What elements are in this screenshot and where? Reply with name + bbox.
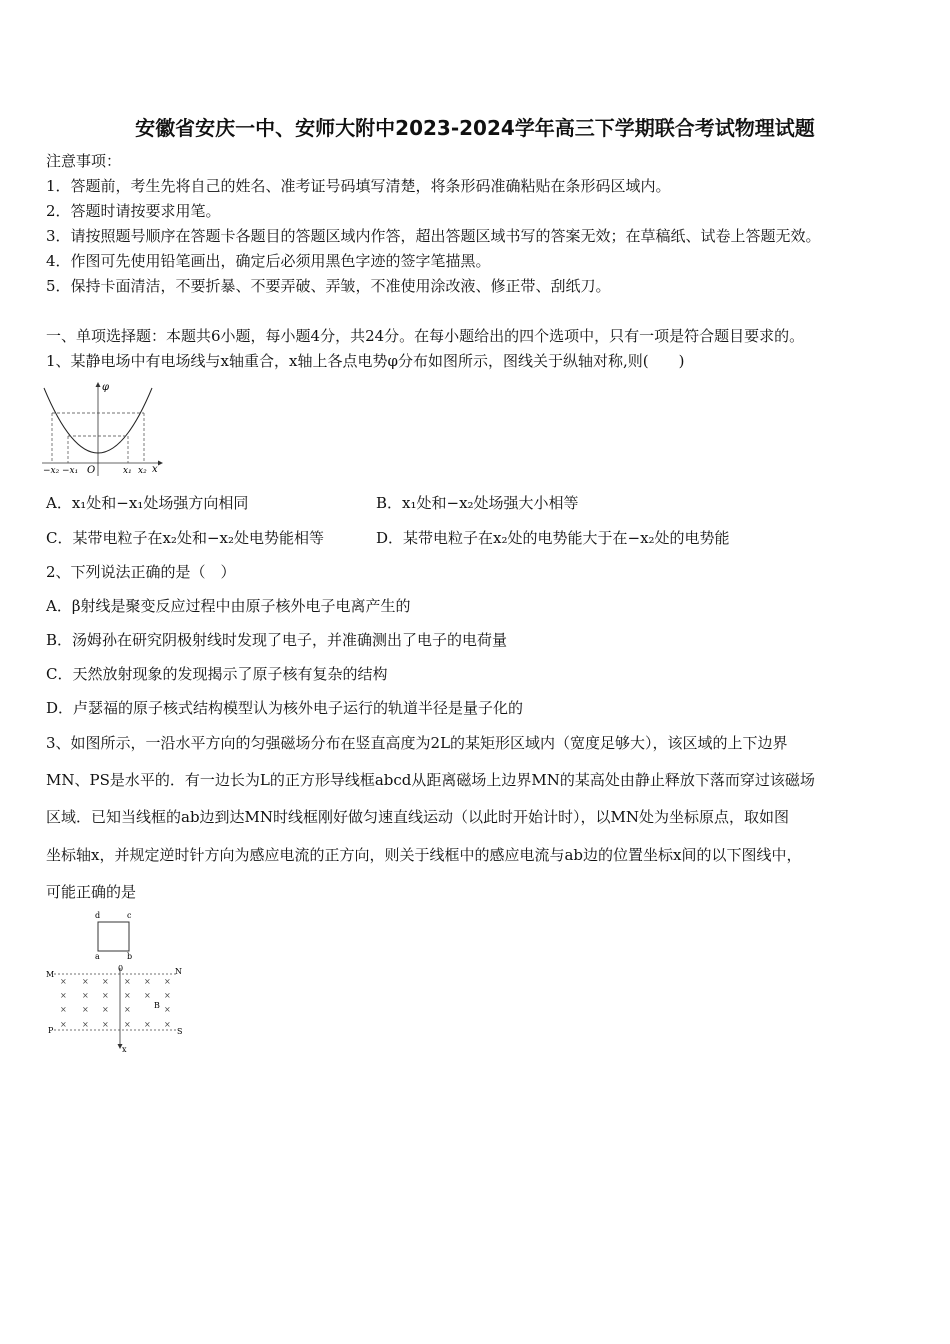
cross-mark: ×: [164, 977, 171, 986]
cross-mark: ×: [60, 977, 67, 986]
cross-mark: ×: [164, 1020, 171, 1029]
q3-label-x: x: [122, 1045, 127, 1054]
q1-option-d[interactable]: D．某带电粒子在x₂处的电势能大于在−x₂处的电势能: [376, 529, 730, 547]
q1-label-origin: O: [87, 465, 96, 476]
q1-option-c[interactable]: C．某带电粒子在x₂处和−x₂处电势能相等: [46, 529, 324, 547]
q3-label-origin: 0: [118, 964, 124, 973]
q1-label-x2: x₂: [138, 466, 147, 476]
notice-item-2: 2．答题时请按要求用笔。: [46, 202, 221, 220]
q1-option-a[interactable]: A．x₁处和−x₁处场强方向相同: [46, 494, 249, 512]
q1-label-x1: x₁: [123, 466, 132, 476]
cross-mark: ×: [164, 1005, 171, 1014]
cross-mark: ×: [60, 1005, 67, 1014]
q2-option-c[interactable]: C．天然放射现象的发现揭示了原子核有复杂的结构: [46, 665, 388, 683]
q3-stem-line-2: MN、PS是水平的．有一边长为L的正方形导线框abcd从距离磁场上边界MN的某高处由静止释放下落而穿过该磁场: [46, 771, 815, 789]
q3-label-p: P: [48, 1026, 54, 1035]
cross-mark: ×: [102, 1020, 109, 1029]
cross-mark: ×: [60, 1020, 67, 1029]
cross-mark: ×: [82, 1005, 89, 1014]
cross-mark: ×: [144, 991, 151, 1000]
q1-x-axis-arrow: [158, 461, 163, 466]
q3-label-b: b: [127, 952, 133, 961]
q1-potential-graph: [40, 380, 170, 478]
q3-label-d: d: [95, 911, 101, 920]
cross-mark: ×: [124, 977, 131, 986]
q1-label-neg-x2: −x₂: [43, 466, 60, 476]
cross-mark: ×: [82, 991, 89, 1000]
cross-mark: ×: [102, 1005, 109, 1014]
q3-stem-line-4: 坐标轴x，并规定逆时针方向为感应电流的正方向，则关于线框中的感应电流与ab边的位置坐标x间的以下图线中，: [46, 846, 802, 864]
q2-stem: 2、下列说法正确的是（ ）: [46, 563, 236, 581]
cross-mark: ×: [82, 1020, 89, 1029]
q3-square-loop: [98, 922, 129, 951]
q1-label-phi: φ: [102, 382, 110, 393]
cross-mark: ×: [102, 977, 109, 986]
q3-label-a: a: [95, 952, 100, 961]
cross-mark: ×: [124, 991, 131, 1000]
cross-mark: ×: [144, 1020, 151, 1029]
q3-stem-line-1: 3、如图所示，一沿水平方向的匀强磁场分布在竖直高度为2L的某矩形区域内（宽度足够大），该区域的上下边界: [46, 734, 788, 752]
cross-mark: ×: [124, 1020, 131, 1029]
q1-label-neg-x1: −x₁: [62, 466, 79, 476]
q3-stem-line-5: 可能正确的是: [46, 883, 137, 901]
notice-item-1: 1．答题前，考生先将自己的姓名、准考证号码填写清楚，将条形码准确粘贴在条形码区域内。: [46, 177, 671, 195]
q3-field-diagram: [40, 908, 200, 1058]
q1-stem: 1、某静电场中有电场线与x轴重合，x轴上各点电势φ分布如图所示，图线关于纵轴对称,则( ): [46, 352, 685, 370]
cross-mark: ×: [164, 991, 171, 1000]
q1-option-b[interactable]: B．x₁处和−x₂处场强大小相等: [376, 494, 579, 512]
cross-mark: ×: [102, 991, 109, 1000]
q3-label-s: S: [177, 1027, 183, 1036]
notice-heading: 注意事项：: [46, 152, 122, 170]
q3-label-b-field: B: [154, 1001, 160, 1010]
notice-item-5: 5．保持卡面清洁，不要折暴、不要弄破、弄皱，不准使用涂改液、修正带、刮纸刀。: [46, 277, 611, 295]
page-title: 安徽省安庆一中、安师大附中2023-2024学年高三下学期联合考试物理试题: [135, 116, 815, 140]
cross-mark: ×: [60, 991, 67, 1000]
q3-label-m: M: [46, 970, 55, 979]
cross-mark: ×: [144, 977, 151, 986]
section-heading: 一、单项选择题：本题共6小题，每小题4分，共24分。在每小题给出的四个选项中，只有一项是符合题目要求的。: [46, 327, 805, 345]
q2-option-d[interactable]: D．卢瑟福的原子核式结构模型认为核外电子运行的轨道半径是量子化的: [46, 699, 524, 717]
cross-mark: ×: [82, 977, 89, 986]
notice-item-4: 4．作图可先使用铅笔画出，确定后必须用黑色字迹的签字笔描黑。: [46, 252, 491, 270]
q2-option-a[interactable]: A．β射线是聚变反应过程中由原子核外电子电离产生的: [46, 597, 411, 615]
q1-y-axis-arrow: [96, 382, 101, 387]
q3-label-n: N: [175, 967, 182, 976]
q2-option-b[interactable]: B．汤姆孙在研究阴极射线时发现了电子，并准确测出了电子的电荷量: [46, 631, 508, 649]
notice-item-3: 3．请按照题号顺序在答题卡各题目的答题区域内作答，超出答题区域书写的答案无效；在草稿纸、试卷上答题无效。: [46, 227, 821, 245]
cross-mark: ×: [124, 1005, 131, 1014]
q3-stem-line-3: 区域．已知当线框的ab边到达MN时线框刚好做匀速直线运动（以此时开始计时），以MN处为坐标原点，取如图: [46, 808, 790, 826]
q3-label-c: c: [127, 911, 132, 920]
q1-label-x: x: [152, 464, 158, 475]
